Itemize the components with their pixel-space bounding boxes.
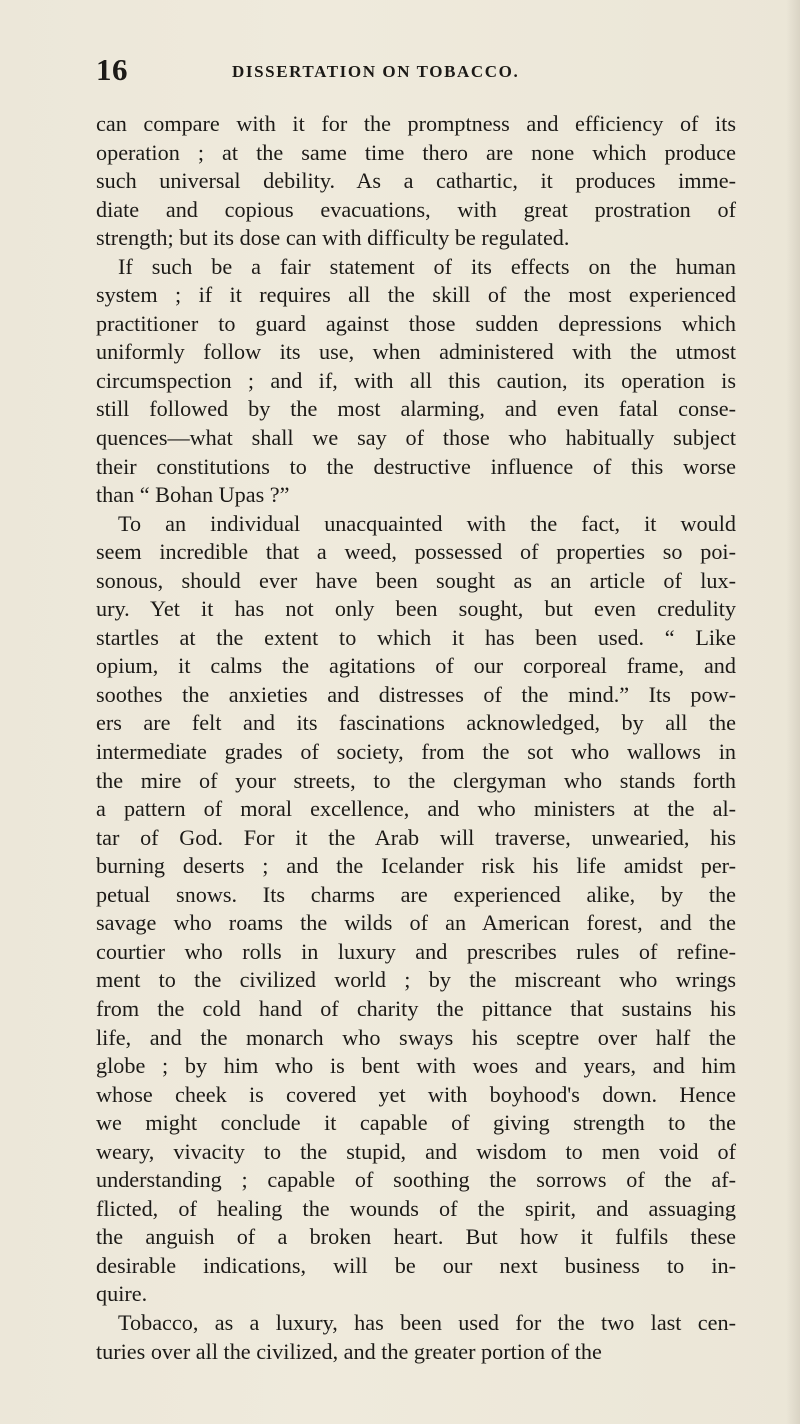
text-line: burning deserts ; and the Icelander risk his life amidst per- bbox=[96, 853, 736, 879]
text-line: we might conclude it capable of giving strength to the bbox=[96, 1110, 736, 1136]
text-line: tar of God. For it the Arab will traverse, unwearied, his bbox=[96, 824, 736, 850]
text-line: ment to the civilized world ; by the miscreant who wrings bbox=[96, 967, 736, 993]
text-line: a pattern of moral excellence, and who ministers at the al- bbox=[96, 796, 736, 822]
text-line: startles at the extent to which it has been used. “ Like bbox=[96, 624, 736, 650]
page-number: 16 bbox=[96, 52, 128, 87]
text-line: strength; but its dose can with difficulty be regulated. bbox=[96, 225, 570, 251]
text-line: sonous, should ever have been sought as an article of lux- bbox=[96, 567, 736, 593]
text-line: courtier who rolls in luxury and prescribes rules of refine- bbox=[96, 938, 736, 964]
text-line: uniformly follow its use, when administered with the utmost bbox=[96, 339, 736, 365]
text-line: globe ; by him who is bent with woes and years, and him bbox=[96, 1053, 736, 1079]
text-line: circumspection ; and if, with all this caution, its operation is bbox=[96, 367, 736, 393]
body-text bbox=[96, 110, 796, 1366]
text-line: their constitutions to the destructive influence of this worse bbox=[96, 453, 736, 479]
text-line: understanding ; capable of soothing the sorrows of the af- bbox=[96, 1167, 736, 1193]
text-line: the mire of your streets, to the clergyman who stands forth bbox=[96, 767, 736, 793]
text-line: whose cheek is covered yet with boyhood's down. Hence bbox=[96, 1081, 736, 1107]
text-line: operation ; at the same time thero are none which produce bbox=[96, 139, 736, 165]
page-header bbox=[96, 52, 736, 92]
text-line: such universal debility. As a cathartic, it produces imme- bbox=[96, 168, 736, 194]
text-line: quire. bbox=[96, 1281, 148, 1307]
text-line: turies over all the civilized, and the greater portion of the bbox=[96, 1338, 602, 1364]
text-line: ers are felt and its fascinations acknowledged, by all the bbox=[96, 710, 736, 736]
text-line: intermediate grades of society, from the sot who wallows in bbox=[96, 739, 736, 765]
text-line: quences—what shall we say of those who habitually subject bbox=[96, 425, 736, 451]
text-line: can compare with it for the promptness and efficiency of its bbox=[96, 111, 736, 136]
text-line: diate and copious evacuations, with great prostration of bbox=[96, 196, 736, 222]
text-line: savage who roams the wilds of an American forest, and the bbox=[96, 910, 736, 936]
text-line: desirable indications, will be our next business to in- bbox=[96, 1252, 736, 1278]
text-line: from the cold hand of charity the pittance that sustains his bbox=[96, 995, 736, 1021]
text-line: practitioner to guard against those sudden depressions which bbox=[96, 310, 736, 336]
text-line: system ; if it requires all the skill of the most experienced bbox=[96, 282, 736, 308]
text-line: weary, vivacity to the stupid, and wisdom to men void of bbox=[96, 1138, 736, 1164]
running-head: DISSERTATION ON TOBACCO. bbox=[232, 62, 520, 81]
text-line: life, and the monarch who sways his sceptre over half the bbox=[96, 1024, 736, 1050]
text-line: petual snows. Its charms are experienced alike, by the bbox=[96, 881, 736, 907]
text-line: To an individual unacquainted with the fact, it would bbox=[118, 510, 736, 536]
text-line: than “ Bohan Upas ?” bbox=[96, 482, 290, 508]
text-line: If such be a fair statement of its effects on the human bbox=[118, 253, 736, 279]
text-line: soothes the anxieties and distresses of the mind.” Its pow- bbox=[96, 681, 736, 707]
text-line: opium, it calms the agitations of our corporeal frame, and bbox=[96, 653, 736, 679]
text-line: flicted, of healing the wounds of the spirit, and assuaging bbox=[96, 1195, 736, 1221]
text-line: seem incredible that a weed, possessed of properties so poi- bbox=[96, 539, 736, 565]
text-line: Tobacco, as a luxury, has been used for the two last cen- bbox=[118, 1309, 736, 1335]
text-line: still followed by the most alarming, and even fatal conse- bbox=[96, 396, 736, 422]
text-line: the anguish of a broken heart. But how it fulfils these bbox=[96, 1224, 736, 1250]
text-line: ury. Yet it has not only been sought, but even credulity bbox=[96, 596, 736, 622]
